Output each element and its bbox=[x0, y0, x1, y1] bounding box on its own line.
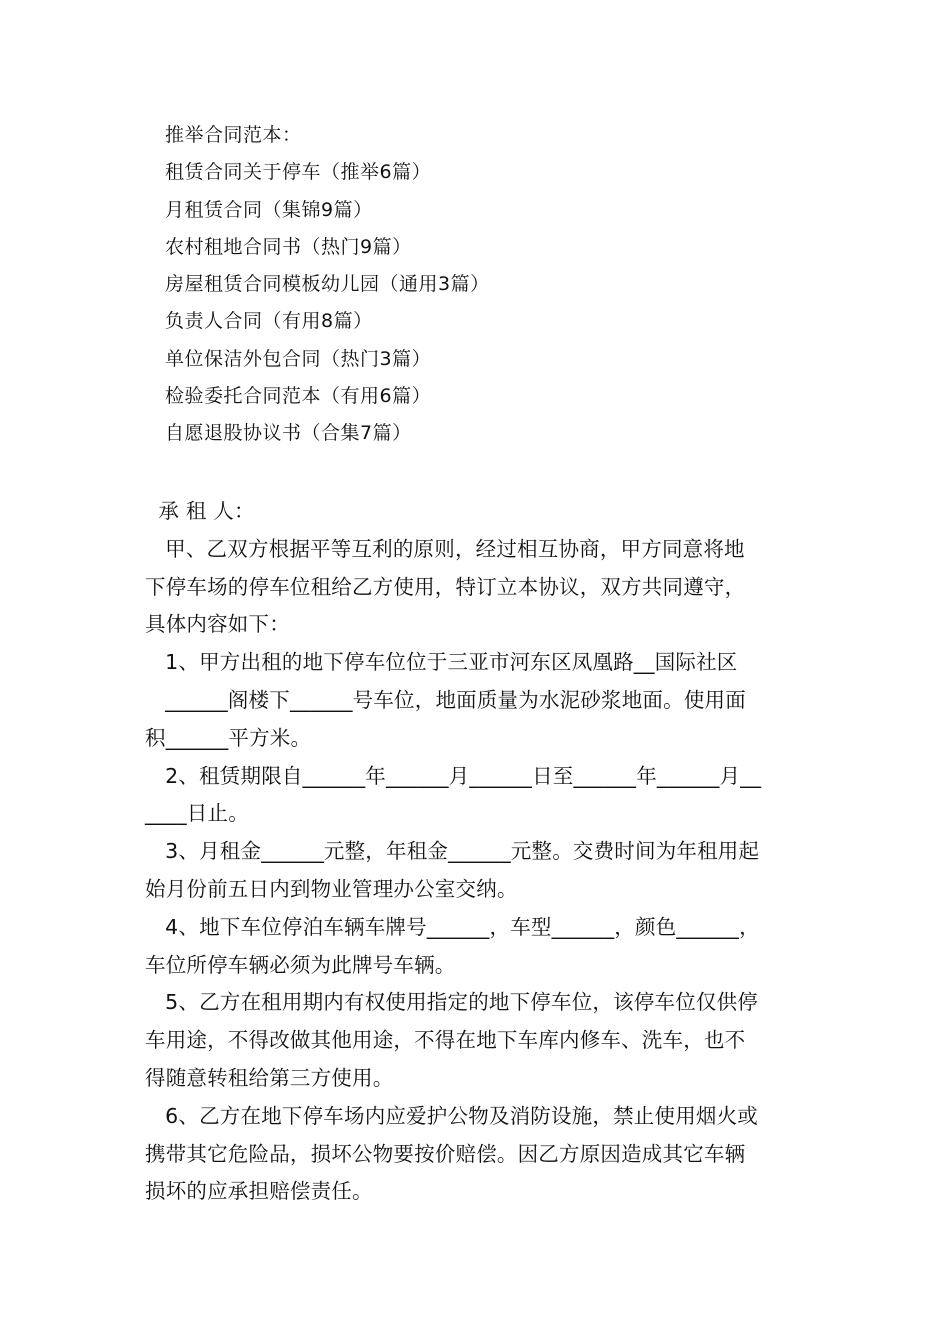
clause-6-line: 携带其它危险品，损坏公物要按价赔偿。因乙方原因造成其它车辆 bbox=[145, 1141, 746, 1166]
recommended-link[interactable]: 农村租地合同书（热门9篇） bbox=[165, 235, 412, 258]
clause-5-line: 车用途，不得改做其他用途，不得在地下车库内修车、洗车，也不 bbox=[145, 1028, 746, 1053]
clause-6-line: 6、乙方在地下停车场内应爱护公物及消防设施，禁止使用烟火或 bbox=[145, 1103, 758, 1128]
recommended-contracts bbox=[165, 117, 490, 453]
recommended-title: 推举合同范本： bbox=[165, 124, 302, 146]
recommended-link[interactable]: 租赁合同关于停车（推举6篇） bbox=[165, 161, 432, 184]
body-line: 下停车场的停车位租给乙方使用，特订立本协议，双方共同遵守， bbox=[145, 574, 746, 599]
clause-4-line: 4、地下车位停泊车辆车牌号______，车型______，颜色______， bbox=[145, 914, 760, 939]
clause-1-line: 1、甲方出租的地下停车位位于三亚市河东区凤凰路__国际社区 bbox=[145, 650, 738, 675]
clause-1-line: ______阁楼下______号车位，地面质量为水泥砂浆地面。使用面 bbox=[145, 687, 746, 712]
clause-2-line: 2、租赁期限自______年______月______日至______年______月__ bbox=[145, 763, 762, 788]
clause-5-line: 得随意转租给第三方使用。 bbox=[145, 1065, 394, 1090]
body-line: 具体内容如下： bbox=[145, 612, 290, 637]
recommended-link[interactable]: 房屋租赁合同模板幼儿园（通用3篇） bbox=[165, 273, 490, 296]
clause-5-line: 5、乙方在租用期内有权使用指定的地下停车位，该停车位仅供停 bbox=[145, 990, 758, 1015]
clause-3-line: 始月份前五日内到物业管理办公室交纳。 bbox=[145, 876, 518, 901]
recommended-link[interactable]: 检验委托合同范本（有用6篇） bbox=[165, 385, 432, 408]
recommended-link[interactable]: 负责人合同（有用8篇） bbox=[165, 310, 373, 333]
body-line: 甲、乙双方根据平等互利的原则，经过相互协商，甲方同意将地 bbox=[145, 536, 745, 561]
lessee-label: 承 租 人： bbox=[145, 499, 255, 523]
recommended-link[interactable]: 月租赁合同（集锦9篇） bbox=[165, 198, 373, 221]
recommended-link[interactable]: 单位保洁外包合同（热门3篇） bbox=[165, 347, 432, 370]
clause-2-line: ____日止。 bbox=[145, 801, 249, 826]
clause-3-line: 3、月租金______元整，年租金______元整。交费时间为年租用起 bbox=[145, 839, 760, 864]
clause-4-line: 车位所停车辆必须为此牌号车辆。 bbox=[145, 952, 456, 977]
clause-1-line: 积______平方米。 bbox=[145, 725, 312, 750]
contract-body bbox=[145, 493, 813, 1211]
recommended-link[interactable]: 自愿退股协议书（合集7篇） bbox=[165, 422, 412, 445]
clause-6-line: 损坏的应承担赔偿责任。 bbox=[145, 1179, 373, 1204]
